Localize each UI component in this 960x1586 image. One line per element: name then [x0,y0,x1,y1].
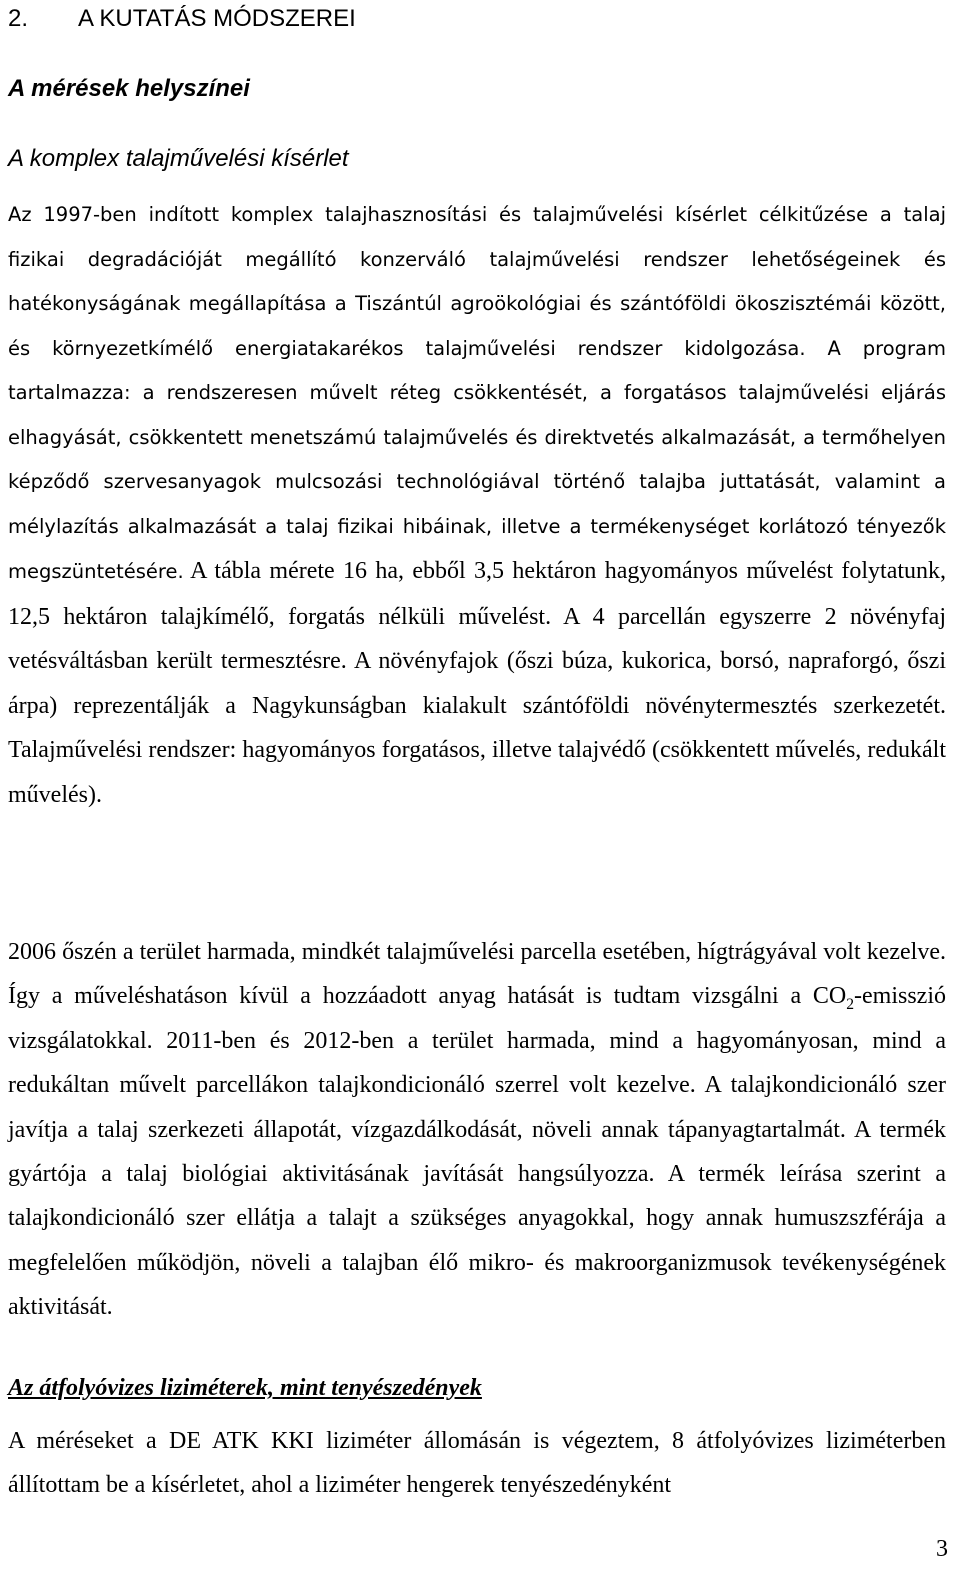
paragraph-lysimeters: A méréseket a DE ATK KKI liziméter állomásán is végeztem, 8 átfolyóvizes liziméterben állítottam be a kísérletet, ahol a liziméter hengerek tenyészedényként [8,1428,946,1499]
chapter-heading [8,4,356,34]
paragraph-tillage-experiment [8,193,946,817]
paragraph-tillage-serif-part: A tábla mérete 16 ha, ebből 3,5 hektáron hagyományos művelést folytatunk, 12,5 hektáron talajkímélő, forgatás nélküli művelést. A 4 parcellán egyszerre 2 növényfaj vetésváltásban került termesztésre. A növényfajok (őszi búza, kukorica, borsó, napraforgó, őszi árpa) reprezentálják a Nagykunságban kialakult szántóföldi növénytermesztés szerkezetét. Talajművelési rendszer: hagyományos forgatásos, illetve talajvédő (csökkentett művelés, redukált művelés). [8,558,947,808]
paragraph-treatments-part2: -emisszió vizsgálatokkal. 2011-ben és 2012-ben a terület harmada, mind a hagyományosan, mind a redukáltan művelt parcellákon talajkondicionáló szerrel volt kezelve. A talajkondicionáló szer javítja a talaj szerkezeti állapotát, vízgazdálkodását, növeli annak tápanyagtartalmát. A termék gyártója a talaj biológiai aktivitásának javítását hangsúlyozza. A termék leírása szerint a talajkondicionáló szer ellátja a talajt a szükséges anyagokkal, hogy annak humuszszférája a megfelelően működjön, növeli a talajban élő mikro- és makroorganizmusok tevékenységének aktivitását. [8,983,946,1321]
subsection-title-tillage-experiment: A komplex talajművelési kísérlet [8,145,349,172]
chapter-number: 2. [8,5,29,32]
page-number: 3 [936,1536,948,1562]
chapter-title: A KUTATÁS MÓDSZEREI [78,5,356,32]
co2-subscript: 2 [846,996,855,1014]
subsection-title-lysimeters: Az átfolyóvizes liziméterek, mint tenyészedények [8,1375,482,1401]
paragraph-treatments [8,930,946,1330]
section-title: A mérések helyszínei [8,75,250,102]
paragraph-tillage-sans-part: Az 1997-ben indított komplex talajhasznosítási és talajművelési kísérlet célkitűzése a talaj fizikai degradációját megállító konzerváló talajművelési rendszer lehetőségeinek és hatékonyságának megállapítása a Tiszántúl agroökológiai és szántóföldi ökoszisztémái között, és környezetkímélő energiatakarékos talajművelési rendszer kidolgozása. A program tartalmazza: a rendszeresen művelt réteg csökkentését, a forgatásos talajművelési eljárás elhagyását, csökkentett menetszámú talajművelés és direktvetés alkalmazását, a termőhelyen képződő szervesanyagok mulcsozási technológiával történő talajba juttatását, valamint a mélylazítás alkalmazását a talaj fizikai hibáinak, illetve a termékenységet korlátozó tényezők megszüntetésére. [8,203,946,583]
paragraph-treatments-part1: 2006 őszén a terület harmada, mindkét talajművelési parcella esetében, hígtrágyával volt kezelve. Így a műveléshatáson kívül a hozzáadott anyag hatását is tudtam vizsgálni a CO [8,939,946,1010]
